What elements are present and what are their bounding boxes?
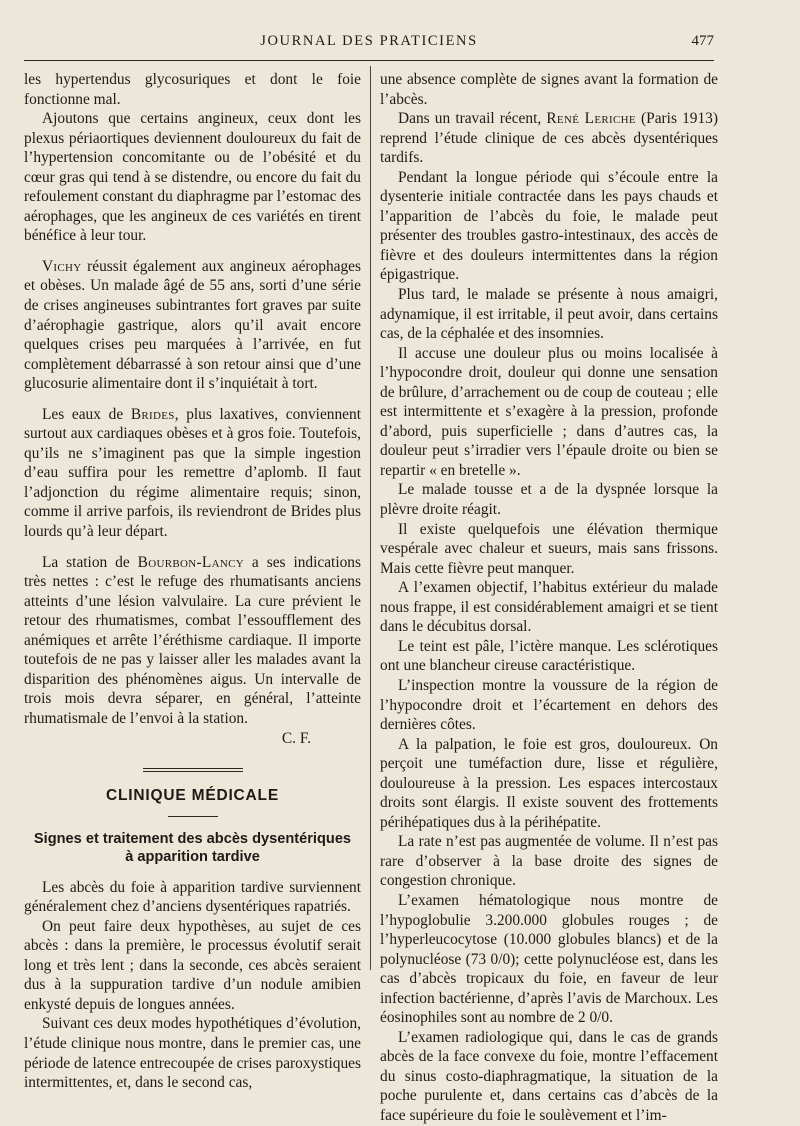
paragraph: On peut faire deux hypothèses, au sujet de ces abcès : dans la première, le processus évolutif serait long et très lent ; dans la seconde, ces abcès seraient dus à la suppuration tardive d’un nodule amibien enkysté depuis de longues années.: [24, 917, 361, 1013]
place-name: Vichy: [42, 257, 82, 275]
paragraph: A la palpation, le foie est gros, douloureux. On perçoit une tuméfaction dure, lisse et régulière, douloureuse à la pression. Les espaces intercostaux droits sont élargis. Il existe souvent des frottements périhépatiques dus à la périhépatite.: [380, 735, 718, 831]
section-ornament: [143, 768, 243, 774]
paragraph: Le malade tousse et a de la dyspnée lorsque la plèvre droite réagit.: [380, 481, 718, 519]
paragraph: A l’examen objectif, l’habitus extérieur du malade nous frappe, il est considérablement amaigri et se tient dans le décubitus dorsal.: [380, 579, 718, 636]
left-column: [24, 70, 361, 1093]
author-name: René Leriche: [546, 110, 636, 128]
column-divider: [370, 66, 371, 970]
paragraph: L’examen hématologique nous montre de l’hypoglobulie 3.200.000 globules rouges ; de l’hyperleucocytose (10.000 globules blancs) et de la polynucléose (73 0/0); cette polynucléose est, dans les cas d’abcès tropicaux du foie, en faveur de leur infection bactérienne, d’après l’avis de Marchoux. Les éosinophiles sont au nombre de 2 0/0.: [380, 891, 718, 1027]
journal-title: JOURNAL DES PRATICIENS: [260, 33, 478, 49]
paragraph: Suivant ces deux modes hypothétiques d’évolution, l’étude clinique nous montre, dans le premier cas, une période de latence entrecoupée de crises paroxystiques intermittentes, et, dans le second cas,: [24, 1015, 361, 1092]
header-rule: [24, 60, 714, 61]
paragraph: Vichy réussit également aux angineux aérophages et obèses. Un malade âgé de 55 ans, sorti d’une série de crises angineuses subintrantes fort graves par suite d’aérophagie gastrique, alors qu’il avait encore quelques crises peu marquées à l’arrivée, en fut complètement débarrassé à son retour ainsi que d’une glucosurie alimentaire dont il s’inquiétait à tort.: [24, 257, 361, 393]
paragraph: Il accuse une douleur plus ou moins localisée à l’hypocondre droit, douleur qui donne une sensation de brûlure, d’arrachement ou de coup de couteau ; elle est intermittente et s’exagère à la pression, profonde d’abord, puis superficielle ; dans d’autres cas, la douleur peut s’irradier vers l’épaule droite ou bien se repartir « en bretelle ».: [380, 344, 718, 479]
paragraph: Le teint est pâle, l’ictère manque. Les sclérotiques ont une blancheur cireuse caractéristique.: [380, 637, 718, 675]
paragraph: Ajoutons que certains angineux, ceux dont les plexus périaortiques deviennent douloureux du fait de l’hypertension concomitante ou de l’obésité et du cœur gras qui tend à se distendre, ou encore du fait du refoulement constant du diaphragme par l’estomac des aérophages, que les angineux de ces variétés en tirent bénéfice à leur tour.: [24, 110, 361, 245]
page-number: 477: [691, 33, 714, 49]
paragraph: Plus tard, le malade se présente à nous amaigri, adynamique, il est irritable, il peut avoir, dans certains cas, de la céphalée et des insomnies.: [380, 286, 718, 343]
paragraph: La station de Bourbon-Lancy a ses indications très nettes : c’est le refuge des rhumatisants anciens atteints d’une lésion valvulaire. La cure prévient le retour des rhumatismes, combat l’essoufflement des anémiques et arrête l’éréthisme cardiaque. Il importe toutefois de ne pas y laisser aller les malades avant la disparition des phénomènes aigus. Un intervalle de trois mois devra séparer, en général, l’atteinte rhumatismale de l’envoi à la station.: [24, 553, 361, 727]
paragraph: L’inspection montre la voussure de la région de l’hypocondre droit et l’écartement en dehors des dernières côtes.: [380, 676, 718, 734]
place-name: Bourbon-Lancy: [137, 553, 244, 571]
author-signature: C. F.: [281, 729, 311, 747]
right-column: [380, 70, 718, 1126]
paragraph: Il existe quelquefois une élévation thermique vespérale avec chaleur et sueurs, mais sans frissons. Mais cette fièvre peut manquer.: [380, 520, 718, 577]
paragraph: les hypertendus glycosuriques et dont le foie fonctionne mal.: [24, 71, 361, 108]
paragraph: Pendant la longue période qui s’écoule entre la dysenterie initiale contractée dans les pays chauds et l’apparition de l’abcès du foie, le malade peut présenter des troubles gastro-intestinaux, des accès de fièvre et des douleurs intermittentes dans la région épigastrique.: [380, 168, 718, 284]
paragraph: une absence complète de signes avant la formation de l’abcès.: [380, 71, 718, 108]
article-title: Signes et traitement des abcès dysentériques à apparition tardive: [33, 830, 352, 865]
paragraph: L’examen radiologique qui, dans le cas de grands abcès de la face convexe du foie, montre l’effacement du sinus costo-diaphragmatique, la situation de la poche purulente et, dans certains cas d’abcès de la face supérieure du foie le soulèvement et l’im-: [380, 1028, 718, 1124]
running-head: [24, 33, 714, 53]
paragraph: Les eaux de Brides, plus laxatives, conviennent surtout aux cardiaques obèses et à gros foie. Toutefois, qu’ils ne s’imaginent pas que la simple ingestion d’eau suffira pour les remettre d’aplomb. Il faut l’adjonction du régime alimentaire requis; sinon, comme il arrive parfois, ils reviendront de Brides plus lourds qu’à leur départ.: [24, 405, 361, 541]
paragraph: La rate n’est pas augmentée de volume. Il n’est pas rare d’observer à la base droite des signes de congestion chronique.: [380, 833, 718, 890]
paragraph: Dans un travail récent, René Leriche (Paris 1913) reprend l’étude clinique de ces abcès dysentériques tardifs.: [380, 110, 718, 167]
paragraph: Les abcès du foie à apparition tardive surviennent généralement chez d’anciens dysentériques rapatriés.: [24, 878, 361, 916]
place-name: Brides: [130, 405, 175, 423]
heading-rule: [168, 816, 218, 817]
section-heading: CLINIQUE MÉDICALE: [106, 787, 279, 805]
